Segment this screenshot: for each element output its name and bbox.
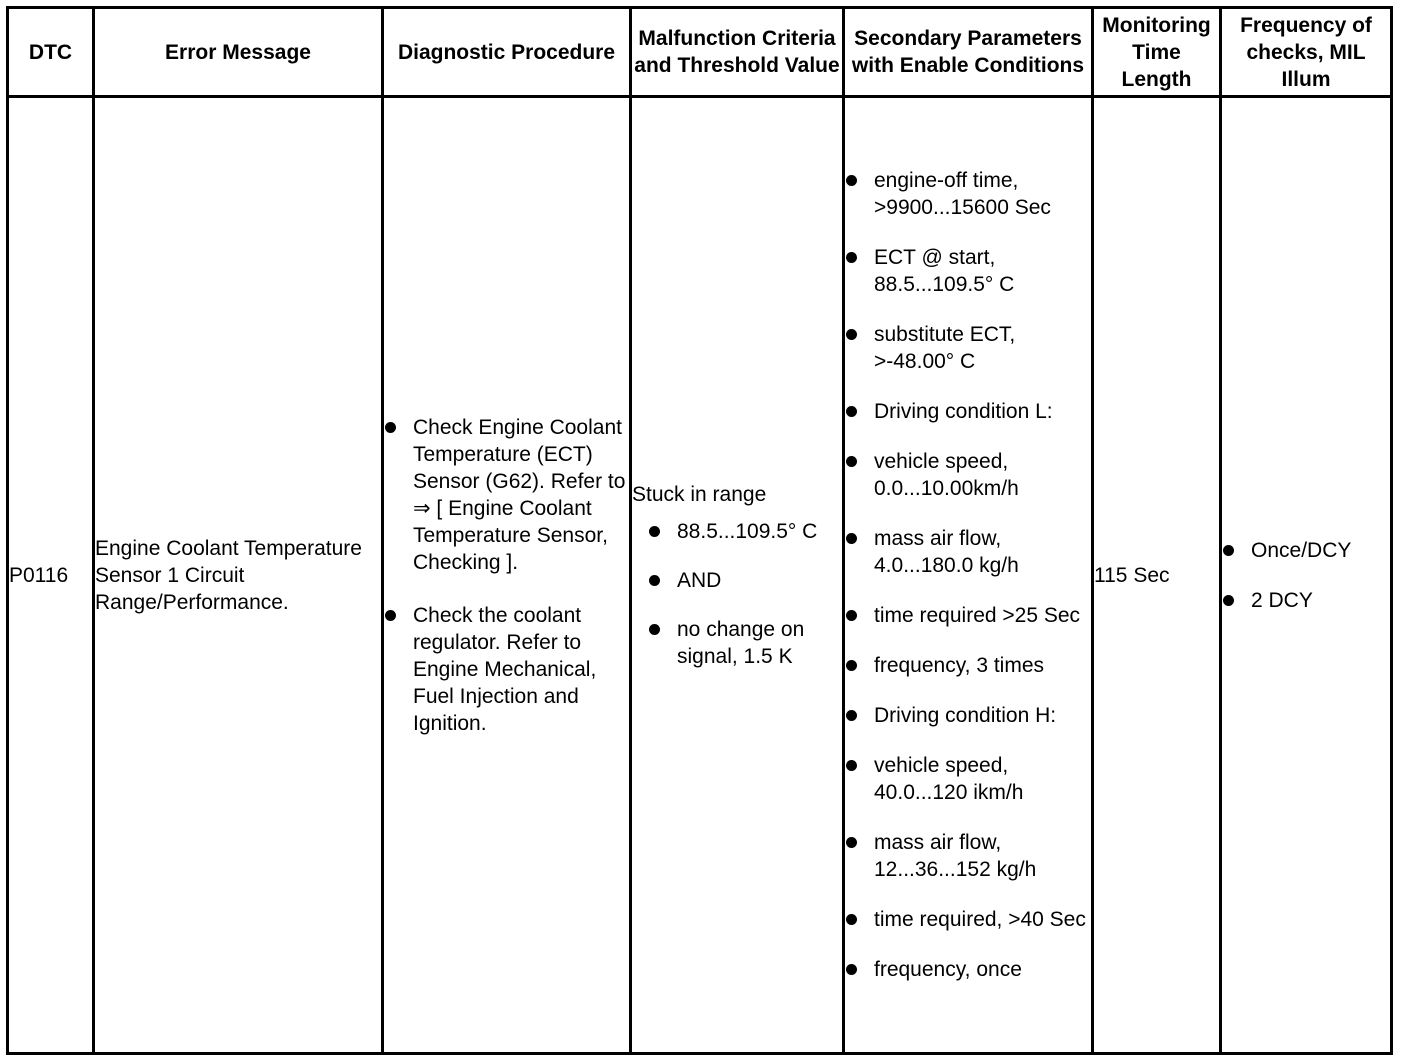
secondary-parameters-list [845, 167, 1091, 983]
malfunction-heading: Stuck in range [632, 482, 767, 506]
secondary-parameter: time required, >40 Sec [845, 906, 1091, 933]
malfunction-criteria-cell [631, 97, 844, 1054]
malfunction-item: no change on signal, 1.5 K [648, 616, 842, 670]
secondary-parameter: frequency, 3 times [845, 652, 1091, 679]
table-row [8, 97, 1392, 1054]
frequency-item: 2 DCY [1222, 587, 1390, 614]
malfunction-item: 88.5...109.5° C [648, 518, 842, 545]
dtc-table [6, 6, 1393, 1055]
header-frequency: Frequency of checks, MIL Illum [1221, 8, 1392, 97]
secondary-parameter: Driving condition H: [845, 702, 1091, 729]
header-dtc: DTC [8, 8, 94, 97]
malfunction-item: AND [648, 567, 842, 594]
header-diagnostic-procedure: Diagnostic Procedure [383, 8, 631, 97]
secondary-parameter: substitute ECT, >-48.00° C [845, 321, 1091, 375]
header-secondary-parameters: Secondary Parameters with Enable Conditions [844, 8, 1093, 97]
frequency-item: Once/DCY [1222, 537, 1390, 564]
secondary-parameter: ECT @ start, 88.5...109.5° C [845, 244, 1091, 298]
header-monitoring-time: Monitoring Time Length [1093, 8, 1221, 97]
secondary-parameters-cell [844, 97, 1093, 1054]
secondary-parameter: Driving condition L: [845, 398, 1091, 425]
secondary-parameter: vehicle speed, 0.0...10.00km/h [845, 448, 1091, 502]
dtc-code: P0116 [8, 97, 94, 1054]
secondary-parameter: vehicle speed, 40.0...120 ikm/h [845, 752, 1091, 806]
secondary-parameter: frequency, once [845, 956, 1091, 983]
diagnostic-step: Check Engine Coolant Temperature (ECT) Sensor (G62). Refer to ⇒ [ Engine Coolant Temperature Sensor, Checking ]. [384, 414, 629, 576]
frequency-list [1222, 537, 1390, 614]
header-malfunction-criteria: Malfunction Criteria and Threshold Value [631, 8, 844, 97]
header-error-message: Error Message [94, 8, 383, 97]
monitoring-time: 115 Sec [1093, 97, 1221, 1054]
secondary-parameter: engine-off time, >9900...15600 Sec [845, 167, 1091, 221]
frequency-cell [1221, 97, 1392, 1054]
header-row [8, 8, 1392, 97]
error-message: Engine Coolant Temperature Sensor 1 Circuit Range/Performance. [94, 97, 383, 1054]
diagnostic-procedure-cell [383, 97, 631, 1054]
secondary-parameter: time required >25 Sec [845, 602, 1091, 629]
diagnostic-step: Check the coolant regulator. Refer to Engine Mechanical, Fuel Injection and Ignition. [384, 602, 629, 737]
secondary-parameter: mass air flow, 4.0...180.0 kg/h [845, 525, 1091, 579]
secondary-parameter: mass air flow, 12...36...152 kg/h [845, 829, 1091, 883]
diagnostic-procedure-list [384, 414, 629, 737]
malfunction-list [648, 518, 842, 670]
